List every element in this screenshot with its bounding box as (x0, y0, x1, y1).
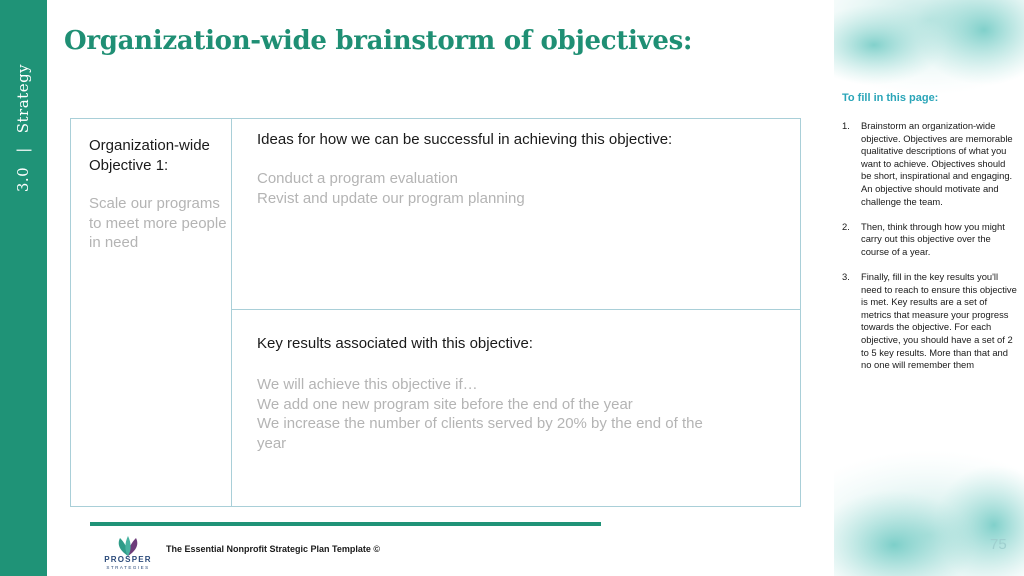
footer-rule (90, 522, 601, 526)
logo-name: PROSPER (104, 555, 152, 564)
instruction-number: 3. (842, 270, 850, 282)
page-number: 75 (990, 536, 1007, 553)
key-result-item: We will achieve this objective if… (257, 376, 478, 393)
page-title: Organization-wide brainstorm of objectives: (64, 26, 693, 56)
instructions-title: To fill in this page: (842, 92, 939, 104)
instructions-list (842, 120, 1018, 384)
ideas-list[interactable] (257, 169, 727, 208)
footer-text: The Essential Nonprofit Strategic Plan Template © (166, 544, 381, 554)
row-divider (232, 309, 800, 310)
section-separator: | (14, 147, 32, 153)
sidebar (0, 0, 47, 576)
key-result-item: We add one new program site before the end of the year (257, 395, 633, 413)
objective-label: Organization-wide Objective 1: (89, 137, 210, 174)
instruction-text: Then, think through how you might carry out this objective over the course of a year. (861, 220, 1005, 257)
objective-column (71, 119, 232, 506)
instruction-number: 1. (842, 120, 850, 131)
key-results-label: Key results associated with this objective: (257, 335, 533, 352)
instruction-item (842, 271, 1018, 372)
section-name: Strategy (14, 63, 32, 134)
key-results-list[interactable] (257, 375, 707, 453)
idea-item: Revist and update our program planning (257, 189, 525, 207)
objective-text[interactable]: Scale our programs to meet more people in need (89, 195, 227, 251)
instruction-text: Finally, fill in the key results you'll need to reach to ensure this objective is met. Key results are a set of metrics that measure your progress towards the objective. For each objective, you should have a set of 2 to 5 key results. More than that and no one will remember them (861, 270, 1017, 371)
key-result-item: We increase the number of clients served by 20% by the end of the year (257, 415, 703, 452)
instruction-item (842, 120, 1018, 208)
section-number: 3.0 (14, 166, 32, 193)
idea-item: Conduct a program evaluation (257, 170, 458, 187)
ideas-label: Ideas for how we can be successful in achieving this objective: (257, 131, 673, 148)
logo-subtitle: STRATEGIES (106, 565, 150, 570)
brainstorm-table (70, 118, 801, 507)
section-marker (14, 64, 32, 192)
instruction-item (842, 221, 1018, 259)
instruction-number: 2. (842, 220, 850, 232)
instruction-text: Brainstorm an organization-wide objective. Objectives are memorable qualitative descriptions of what you want to achieve. Objectives should be short, inspirational and engaging. An objective should motivate and challenge the team. (861, 120, 1013, 207)
